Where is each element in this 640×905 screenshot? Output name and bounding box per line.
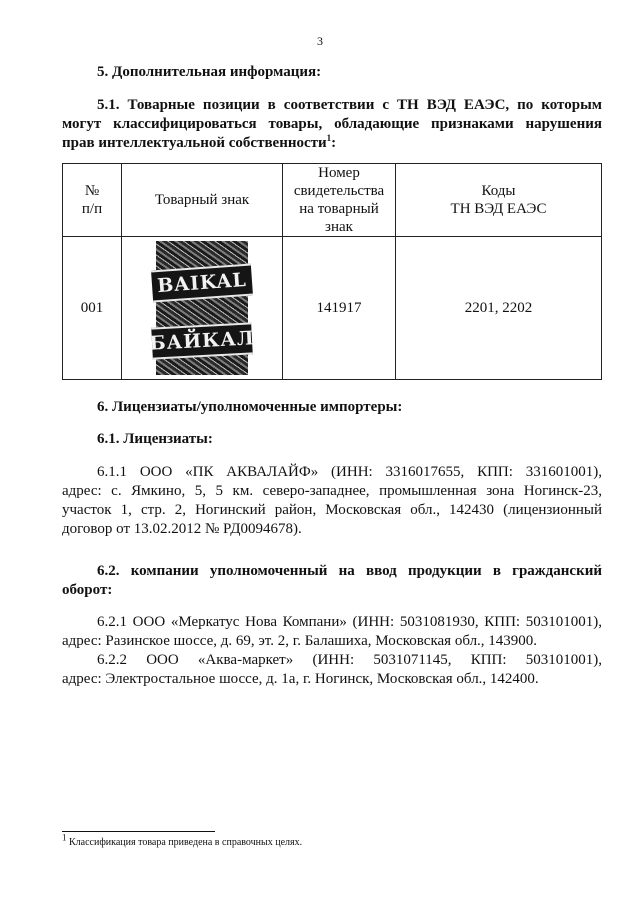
row-codes: 2201, 2202: [396, 237, 602, 380]
logo-latin-text: BAIKAL: [151, 264, 253, 303]
page-number: 3: [317, 34, 323, 48]
header-num: № п/п: [63, 164, 122, 237]
licensee-line-1: 6.1.1 ООО «ПК АКВАЛАЙФ» (ИНН: 3316017655, КПП: 331601001),: [97, 464, 602, 480]
footnote-divider: [62, 831, 215, 832]
company-2-line-2: адрес: Электростальное шоссе, д. 1а, г. Ногинск, Московская обл., 142400.: [62, 671, 539, 687]
header-trademark: Товарный знак: [122, 164, 283, 237]
baikal-logo: [148, 241, 256, 375]
section-6-2-line-2: оборот:: [62, 582, 113, 598]
footnote: $^1$ Классификация товара приведена в справочных целях.: [62, 832, 303, 848]
header-certificate: Номер свидетельства на товарный знак: [283, 164, 396, 237]
licensee-line-3: участок 1, стр. 2, Ногинский район, Московская обл., 142430 (лицензионный: [62, 502, 602, 518]
row-num: 001: [63, 237, 122, 380]
licensee-line-4: договор от 13.02.2012 № РД0094678).: [62, 521, 302, 537]
row-certificate: 141917: [283, 237, 396, 380]
company-1-line-1: 6.2.1 ООО «Меркатус Нова Компани» (ИНН: 5031081930, КПП: 503101001),: [97, 614, 602, 630]
section-5-1-line-1: 5.1. Товарные позиции в соответствии с ТН ВЭД ЕАЭС, по которым: [97, 97, 602, 113]
section-5-1-line-3: прав интеллектуальной собственности$^1$:: [62, 133, 337, 151]
section-5-1-line-2: могут классифицироваться товары, обладающие признаками нарушения: [62, 116, 602, 132]
footnote-ref[interactable]: 1: [326, 133, 332, 143]
licensee-line-2: адрес: с. Ямкино, 5, 5 км. северо-западнее, промышленная зона Ногинск-23,: [62, 483, 602, 499]
section-6-2-line-1: 6.2. компании уполномоченный на ввод продукции в гражданский: [97, 563, 602, 579]
section-5-heading: 5. Дополнительная информация:: [97, 64, 322, 80]
table-header-row: [63, 164, 602, 237]
company-2-line-1: 6.2.2 ООО «Аква-маркет» (ИНН: 5031071145, КПП: 503101001),: [97, 652, 602, 668]
company-1-line-2: адрес: Разинское шоссе, д. 69, эт. 2, г. Балашиха, Московская обл., 143900.: [62, 633, 538, 649]
table-row: [63, 237, 602, 380]
section-6-heading: 6. Лицензиаты/уполномоченные импортеры:: [97, 399, 403, 415]
row-trademark: [122, 237, 283, 380]
logo-cyrillic-text: БАЙКАЛ: [151, 322, 253, 359]
section-6-1-heading: 6.1. Лицензиаты:: [97, 431, 213, 447]
trademark-table: [62, 163, 602, 380]
header-codes: Коды ТН ВЭД ЕАЭС: [396, 164, 602, 237]
